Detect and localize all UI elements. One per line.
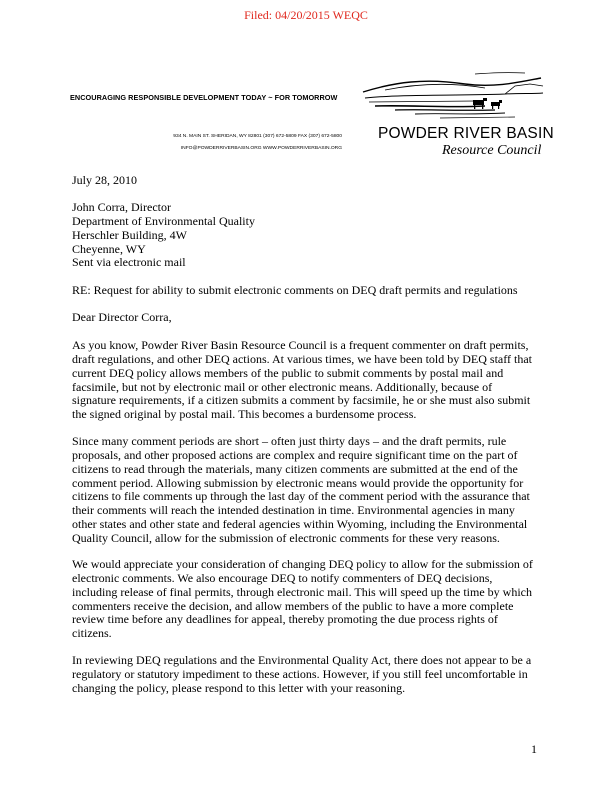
paragraph-line: regulatory or statutory impediment to these actions. However, if you still feel uncomfortable in <box>72 666 528 681</box>
paragraph-line: the signed original by postal mail. This becomes a burdensome process. <box>72 407 417 422</box>
recipient-line: Herschler Building, 4W <box>72 227 187 242</box>
recipient-line: Cheyenne, WY <box>72 241 146 256</box>
paragraph-line: facsimile, but not by electronic mail or other electronic means. Additionally, because of <box>72 379 493 394</box>
body-paragraph-1 <box>72 339 542 422</box>
paragraph-line: In reviewing DEQ regulations and the Environmental Quality Act, there does not appear to be a <box>72 653 532 667</box>
paragraph-line: As you know, Powder River Basin Resource Council is a frequent commenter on draft permits, <box>72 338 529 352</box>
paragraph-line: Quality Council, allow for the submission of electronic comments for these very reasons. <box>72 530 500 545</box>
paragraph-line: citizens to read through the materials, many citizen comments are submitted at the end of the <box>72 461 518 476</box>
paragraph-line: We would appreciate your consideration of changing DEQ policy to allow for the submission of <box>72 557 533 571</box>
letter-date: July 28, 2010 <box>72 173 138 187</box>
org-subtitle: Resource Council <box>442 143 542 158</box>
page-number: 1 <box>531 742 537 756</box>
recipient-line: Department of Environmental Quality <box>72 213 255 228</box>
paragraph-line: other states and other state and federal agencies within Wyoming, including the Environmental <box>72 517 528 532</box>
recipient-line: Sent via electronic mail <box>72 255 186 270</box>
paragraph-line: citizens. <box>72 626 112 641</box>
paragraph-line: draft regulations, and other DEQ actions. At various times, we have been told by DEQ staff that <box>72 351 532 366</box>
paragraph-line: signature requirements, if a citizen submits a comment by facsimile, he or she must also submit <box>72 393 531 408</box>
paragraph-line: their comments will reach the intended destination in time. Environmental agencies in many <box>72 503 515 518</box>
paragraph-line: review time before any deadlines for appeal, thereby promoting the due process rights of <box>72 612 498 627</box>
paragraph-line: proposals, and other proposed actions are complex and require significant time on the part of <box>72 447 518 462</box>
org-name: POWDER RIVER BASIN <box>378 125 554 142</box>
paragraph-line: changing the policy, please respond to this letter with your reasoning. <box>72 680 406 695</box>
paragraph-line: including release of final permits, through electronic mail. This will speed up the time by which <box>72 584 532 599</box>
letterhead-address: 934 N. MAIN ST. SHERIDAN, WY 82801 (307) 672-5809 FAX (307) 672-5800 <box>173 134 342 139</box>
paragraph-line: current DEQ policy allows members of the public to submit comments by postal mail and <box>72 365 504 380</box>
body-paragraph-3 <box>72 558 542 641</box>
subject-line: RE: Request for ability to submit electronic comments on DEQ draft permits and regulations <box>72 283 518 297</box>
filed-stamp: Filed: 04/20/2015 WEQC <box>244 8 368 22</box>
paragraph-line: comment period. Allowing submission by electronic means would provide the opportunity for <box>72 475 524 490</box>
recipient-line: John Corra, Director <box>72 200 171 214</box>
paragraph-line: commenters receive the decision, and allow members of the public to have a more complete <box>72 598 514 613</box>
body-paragraph-2 <box>72 435 542 546</box>
paragraph-line: electronic comments. We also encourage DEQ to notify commenters of DEQ decisions, <box>72 570 493 585</box>
letterhead-tagline: ENCOURAGING RESPONSIBLE DEVELOPMENT TODAY ~ FOR TOMORROW <box>70 93 338 102</box>
paragraph-line: Since many comment periods are short – often just thirty days – and the draft permits, rule <box>72 434 507 448</box>
body-paragraph-4 <box>72 654 542 696</box>
landscape-logo-icon <box>355 72 545 124</box>
paragraph-line: citizens to file comments up through the last day of the comment period with the assurance that <box>72 489 530 504</box>
recipient-block <box>72 201 542 270</box>
letterhead-contact: INFO@POWDERRIVERBASIN.ORG WWW.POWDERRIVERBASIN.ORG <box>180 146 342 151</box>
salutation: Dear Director Corra, <box>72 310 172 324</box>
